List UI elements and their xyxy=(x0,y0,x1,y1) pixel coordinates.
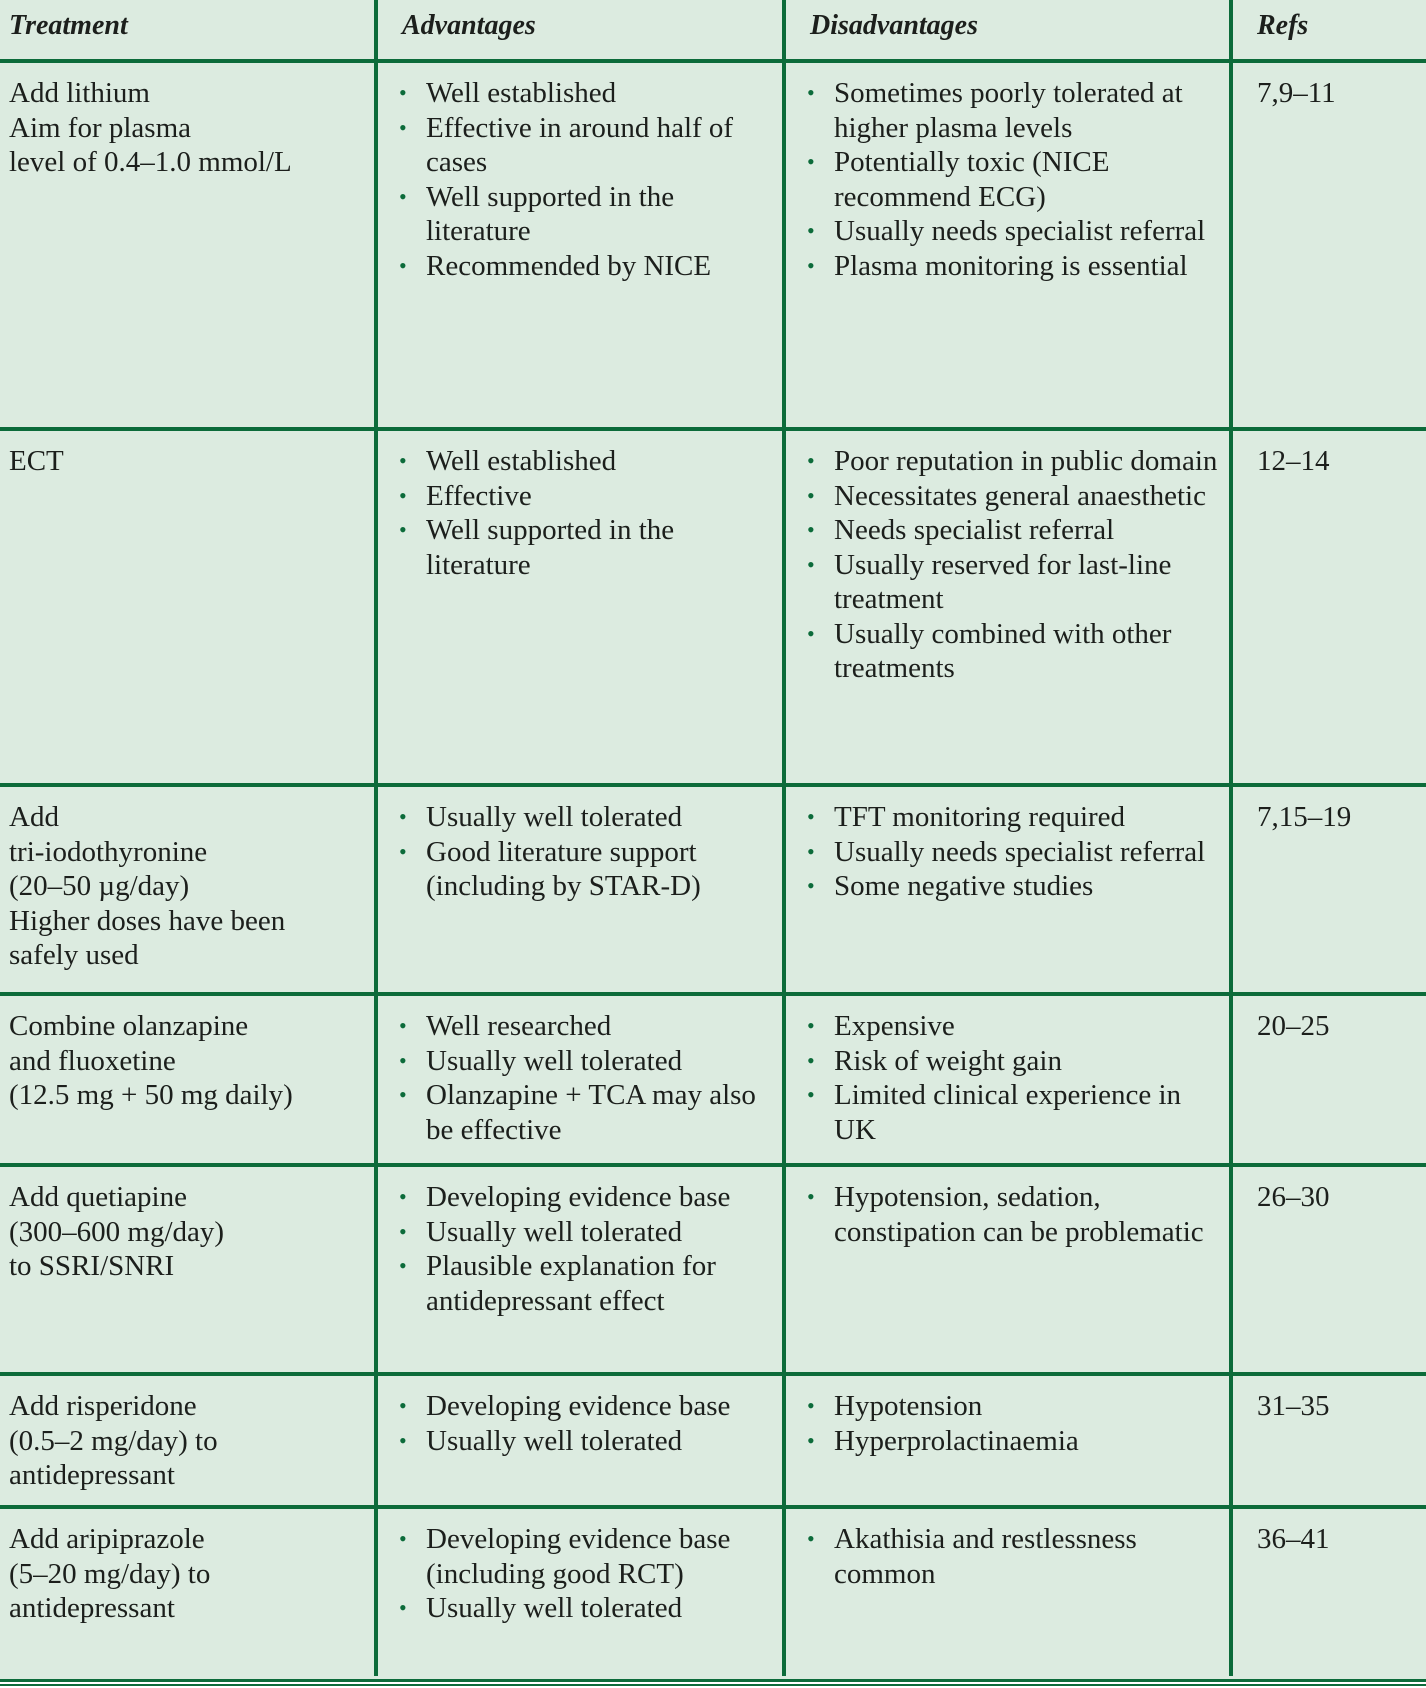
disadvantages-item-text: Akathisia and restlessness common xyxy=(834,1523,1137,1590)
disadvantages-item-text: Sometimes poorly tolerated at higher plasma levels xyxy=(834,77,1183,144)
treatment-line: (20–50 µg/day) xyxy=(9,870,190,902)
disadvantages-cell xyxy=(784,429,1231,785)
refs-cell xyxy=(1231,61,1426,429)
header-disadvantages-label: Disadvantages xyxy=(810,10,978,41)
refs-cell xyxy=(1231,1374,1426,1507)
list-item xyxy=(807,1044,1223,1079)
header-treatment xyxy=(0,0,376,61)
bullet-icon: • xyxy=(399,1013,407,1038)
table-row xyxy=(0,1374,1426,1507)
list-item xyxy=(807,1389,1223,1424)
advantages-list xyxy=(378,1009,776,1147)
disadvantages-list xyxy=(786,1180,1223,1249)
treatment-line: Add aripiprazole xyxy=(9,1523,205,1555)
list-item xyxy=(399,1389,776,1424)
disadvantages-list xyxy=(786,444,1223,686)
bullet-icon: • xyxy=(399,1427,407,1453)
advantages-cell xyxy=(376,1165,784,1374)
bullet-icon: • xyxy=(399,804,407,829)
advantages-list xyxy=(378,444,776,582)
refs-value: 7,9–11 xyxy=(1257,77,1336,109)
treatment-line: Higher doses have been xyxy=(9,904,286,937)
disadvantages-item-text: Usually needs specialist referral xyxy=(834,215,1206,247)
treatment-line: level of 0.4–1.0 mmol/L xyxy=(9,146,292,178)
bullet-icon: • xyxy=(399,1253,407,1278)
disadvantages-item-text: Expensive xyxy=(834,1010,955,1042)
list-item xyxy=(399,1009,776,1044)
bullet-icon: • xyxy=(399,1393,407,1418)
header-disadvantages xyxy=(784,0,1231,61)
disadvantages-cell xyxy=(784,1165,1231,1374)
disadvantages-item-text: Risk of weight gain xyxy=(834,1044,1062,1077)
disadvantages-list xyxy=(786,1009,1223,1147)
bullet-icon: • xyxy=(807,1427,815,1453)
table-row xyxy=(0,1165,1426,1374)
list-item xyxy=(399,1078,776,1147)
bullet-icon: • xyxy=(807,873,815,898)
advantages-item-text: Good literature support (including by STAR-D) xyxy=(426,835,701,902)
refs-value: 20–25 xyxy=(1257,1010,1330,1042)
bullet-icon: • xyxy=(399,252,407,278)
advantages-item-text: Well established xyxy=(426,445,617,477)
header-refs xyxy=(1231,0,1426,61)
advantages-item-text: Olanzapine + TCA may also be effective xyxy=(426,1079,756,1146)
treatment-line: tri-iodothyronine xyxy=(9,835,208,868)
list-item xyxy=(807,1009,1223,1044)
list-item xyxy=(399,1044,776,1079)
treatment-cell xyxy=(0,994,376,1165)
disadvantages-item-text: Potentially toxic (NICE recommend ECG) xyxy=(834,146,1110,213)
list-item xyxy=(399,180,776,249)
advantages-item-text: Usually well tolerated xyxy=(426,1044,683,1077)
advantages-item-text: Effective xyxy=(426,479,532,512)
advantages-item-text: Usually well tolerated xyxy=(426,1592,683,1624)
advantages-cell xyxy=(376,1507,784,1676)
list-item xyxy=(399,479,776,514)
list-item xyxy=(807,1424,1223,1459)
treatment-line: (5–20 mg/day) to xyxy=(9,1557,211,1590)
disadvantages-item-text: Usually combined with other treatments xyxy=(834,617,1172,684)
advantages-cell xyxy=(376,994,784,1165)
bullet-icon: • xyxy=(399,1184,407,1209)
advantages-item-text: Well supported in the literature xyxy=(426,514,675,581)
list-item xyxy=(807,1522,1223,1591)
table-header-row xyxy=(0,0,1426,61)
treatment-line: antidepressant xyxy=(9,1592,175,1624)
disadvantages-cell xyxy=(784,994,1231,1165)
bullet-icon: • xyxy=(807,218,815,243)
refs-cell xyxy=(1231,1165,1426,1374)
header-advantages xyxy=(376,0,784,61)
list-item xyxy=(399,1249,776,1318)
treatment-cell xyxy=(0,429,376,785)
list-item xyxy=(807,617,1223,686)
advantages-item-text: Developing evidence base xyxy=(426,1181,731,1213)
disadvantages-cell xyxy=(784,785,1231,994)
bullet-icon: • xyxy=(807,620,815,646)
bullet-icon: • xyxy=(399,482,407,508)
list-item xyxy=(807,145,1223,214)
disadvantages-list xyxy=(786,1522,1223,1591)
list-item xyxy=(399,444,776,479)
advantages-list xyxy=(378,1180,776,1318)
bottom-rule-lower xyxy=(0,1684,1426,1686)
disadvantages-cell xyxy=(784,61,1231,429)
list-item xyxy=(399,1424,776,1459)
advantages-item-text: Usually well tolerated xyxy=(426,801,683,833)
list-item xyxy=(807,800,1223,835)
refs-cell xyxy=(1231,429,1426,785)
treatment-line: and fluoxetine xyxy=(9,1044,176,1077)
treatment-line: (12.5 mg + 50 mg daily) xyxy=(9,1079,293,1111)
treatment-line: Add risperidone xyxy=(9,1390,197,1422)
bullet-icon: • xyxy=(807,1184,815,1209)
bullet-icon: • xyxy=(399,517,407,542)
disadvantages-cell xyxy=(784,1507,1231,1676)
list-item xyxy=(807,249,1223,284)
bullet-icon: • xyxy=(807,1082,815,1107)
treatment-line: Add xyxy=(9,801,59,833)
advantages-cell xyxy=(376,61,784,429)
bullet-icon: • xyxy=(399,1595,407,1620)
list-item xyxy=(399,835,776,904)
list-item xyxy=(399,1591,776,1626)
advantages-item-text: Well supported in the literature xyxy=(426,180,675,247)
refs-cell xyxy=(1231,1507,1426,1676)
disadvantages-item-text: Hyperprolactinaemia xyxy=(834,1424,1079,1457)
list-item xyxy=(399,76,776,111)
advantages-item-text: Developing evidence base xyxy=(426,1390,731,1422)
treatment-line: Combine olanzapine xyxy=(9,1010,249,1042)
list-item xyxy=(807,1078,1223,1147)
bullet-icon: • xyxy=(399,1218,407,1244)
advantages-item-text: Well researched xyxy=(426,1010,612,1042)
disadvantages-cell xyxy=(784,1374,1231,1507)
list-item xyxy=(399,513,776,582)
disadvantages-item-text: Usually needs specialist referral xyxy=(834,835,1206,868)
disadvantages-list xyxy=(786,1389,1223,1458)
list-item xyxy=(807,513,1223,548)
list-item xyxy=(807,76,1223,145)
treatment-cell xyxy=(0,1374,376,1507)
refs-value: 26–30 xyxy=(1257,1181,1330,1213)
bottom-rule-upper xyxy=(0,1679,1426,1682)
bullet-icon: • xyxy=(807,838,815,864)
list-item xyxy=(399,800,776,835)
treatment-line: ECT xyxy=(9,445,64,477)
advantages-item-text: Plausible explanation for antidepressant effect xyxy=(426,1250,716,1317)
disadvantages-item-text: Hypotension, sedation, constipation can be problematic xyxy=(834,1181,1204,1248)
list-item xyxy=(807,214,1223,249)
header-refs-label: Refs xyxy=(1257,10,1309,41)
list-item xyxy=(399,1215,776,1250)
advantages-list xyxy=(378,1389,776,1458)
header-advantages-label: Advantages xyxy=(402,10,536,41)
bullet-icon: • xyxy=(807,482,815,508)
disadvantages-list xyxy=(786,800,1223,904)
treatment-line: (0.5–2 mg/day) to xyxy=(9,1424,218,1457)
list-item xyxy=(399,1180,776,1215)
treatment-line: antidepressant xyxy=(9,1459,175,1491)
treatment-cell xyxy=(0,1507,376,1676)
treatment-cell xyxy=(0,61,376,429)
advantages-cell xyxy=(376,785,784,994)
bullet-icon: • xyxy=(399,448,407,473)
disadvantages-list xyxy=(786,76,1223,283)
advantages-cell xyxy=(376,429,784,785)
refs-value: 31–35 xyxy=(1257,1390,1330,1422)
bullet-icon: • xyxy=(399,183,407,209)
bullet-icon: • xyxy=(807,448,815,473)
list-item xyxy=(807,444,1223,479)
advantages-item-text: Usually well tolerated xyxy=(426,1215,683,1248)
disadvantages-item-text: Necessitates general anaesthetic xyxy=(834,479,1206,512)
refs-value: 12–14 xyxy=(1257,445,1330,477)
advantages-cell xyxy=(376,1374,784,1507)
list-item xyxy=(807,869,1223,904)
disadvantages-item-text: Needs specialist referral xyxy=(834,514,1115,546)
list-item xyxy=(807,479,1223,514)
disadvantages-item-text: Plasma monitoring is essential xyxy=(834,249,1188,282)
bullet-icon: • xyxy=(399,1047,407,1073)
disadvantages-item-text: Some negative studies xyxy=(834,870,1094,902)
bullet-icon: • xyxy=(399,114,407,140)
bullet-icon: • xyxy=(807,551,815,577)
disadvantages-item-text: Poor reputation in public domain xyxy=(834,445,1218,477)
list-item xyxy=(399,249,776,284)
advantages-list xyxy=(378,76,776,283)
treatment-cell xyxy=(0,785,376,994)
advantages-list xyxy=(378,800,776,904)
header-treatment-label: Treatment xyxy=(9,10,128,41)
bullet-icon: • xyxy=(807,1393,815,1418)
table-row xyxy=(0,429,1426,785)
bullet-icon: • xyxy=(399,838,407,864)
treatment-line: Aim for plasma xyxy=(9,111,192,144)
list-item xyxy=(807,548,1223,617)
table-row xyxy=(0,785,1426,994)
bullet-icon: • xyxy=(807,804,815,829)
refs-cell xyxy=(1231,994,1426,1165)
treatment-line: safely used xyxy=(9,939,139,971)
refs-value: 7,15–19 xyxy=(1257,801,1352,833)
bullet-icon: • xyxy=(399,1082,407,1107)
treatment-cell xyxy=(0,1165,376,1374)
treatment-line: Add lithium xyxy=(9,77,150,109)
treatment-line: to SSRI/SNRI xyxy=(9,1250,175,1282)
bullet-icon: • xyxy=(807,1013,815,1038)
disadvantages-item-text: Hypotension xyxy=(834,1390,983,1422)
refs-value: 36–41 xyxy=(1257,1523,1330,1555)
list-item xyxy=(807,1180,1223,1249)
bullet-icon: • xyxy=(807,1526,815,1551)
list-item xyxy=(399,111,776,180)
table-row xyxy=(0,1507,1426,1676)
table-row xyxy=(0,994,1426,1165)
treatment-line: Add quetiapine xyxy=(9,1181,187,1213)
advantages-item-text: Effective in around half of cases xyxy=(426,111,734,178)
bullet-icon: • xyxy=(807,517,815,542)
bullet-icon: • xyxy=(807,1047,815,1073)
bullet-icon: • xyxy=(399,80,407,105)
table-row xyxy=(0,61,1426,429)
advantages-item-text: Well established xyxy=(426,77,617,109)
advantages-item-text: Developing evidence base (including good RCT) xyxy=(426,1523,731,1590)
disadvantages-item-text: TFT monitoring required xyxy=(834,801,1126,833)
advantages-item-text: Usually well tolerated xyxy=(426,1424,683,1457)
list-item xyxy=(399,1522,776,1591)
bullet-icon: • xyxy=(807,149,815,174)
bullet-icon: • xyxy=(399,1526,407,1551)
advantages-list xyxy=(378,1522,776,1626)
bullet-icon: • xyxy=(807,252,815,278)
treatment-line: (300–600 mg/day) xyxy=(9,1215,225,1248)
disadvantages-item-text: Usually reserved for last-line treatment xyxy=(834,548,1172,615)
refs-cell xyxy=(1231,785,1426,994)
bullet-icon: • xyxy=(807,80,815,105)
advantages-item-text: Recommended by NICE xyxy=(426,249,712,282)
disadvantages-item-text: Limited clinical experience in UK xyxy=(834,1079,1182,1146)
list-item xyxy=(807,835,1223,870)
